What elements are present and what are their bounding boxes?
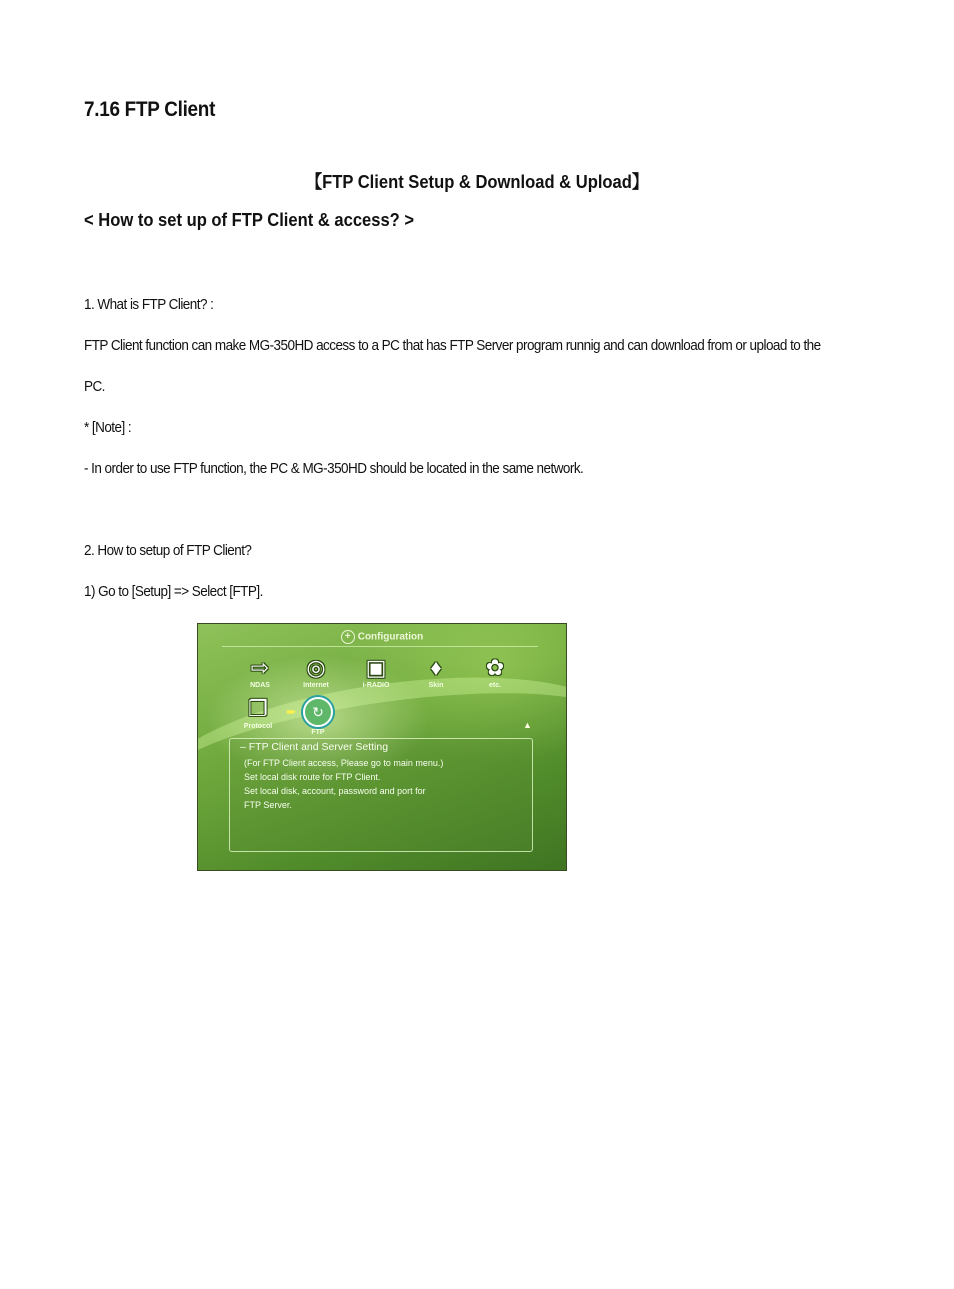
section-title: 7.16 FTP Client — [84, 98, 216, 121]
etc-icon: ✿ — [485, 655, 505, 680]
step-1: 1) Go to [Setup] => Select [FTP]. — [84, 583, 263, 600]
tile-internet[interactable] — [293, 656, 339, 689]
ftp-description-line2: PC. — [84, 378, 105, 395]
tile-protocol[interactable] — [235, 697, 281, 730]
tile-label: Internet — [303, 682, 329, 689]
tile-label: NDAS — [250, 682, 270, 689]
tile-skin[interactable] — [413, 656, 459, 689]
ftp-description-line1: FTP Client function can make MG-350HD access to a PC that has FTP Server program runnig and can download from or upload to the — [84, 337, 821, 354]
title-divider — [222, 646, 538, 647]
scroll-up-icon[interactable]: ▲ — [523, 720, 532, 730]
setup-heading: 【FTP Client Setup & Download & Upload】 — [305, 172, 649, 192]
tile-i-radio[interactable] — [353, 656, 399, 689]
info-heading: – FTP Client and Server Setting — [240, 741, 389, 753]
question-how-to-setup: 2. How to setup of FTP Client? — [84, 542, 252, 559]
tile-etc[interactable] — [472, 656, 518, 689]
configuration-screenshot — [197, 623, 567, 871]
note-label: * [Note] : — [84, 419, 132, 436]
info-line: (For FTP Client access, Please go to main menu.) — [244, 758, 444, 768]
question-what-is-ftp: 1. What is FTP Client? : — [84, 296, 214, 313]
tile-ndas[interactable] — [237, 656, 283, 689]
selection-arrow-icon: ➨ — [286, 704, 297, 719]
ftp-icon: ↻ — [303, 697, 333, 727]
dpad-icon: + — [341, 630, 355, 644]
info-line: Set local disk route for FTP Client. — [244, 772, 381, 782]
tshirt-icon: ♦ — [430, 655, 442, 680]
tile-label: FTP — [311, 729, 325, 736]
configuration-title-text: Configuration — [357, 631, 424, 643]
protocol-icon: ❐ — [248, 696, 268, 721]
tile-label: i-RADIO — [362, 682, 390, 689]
howto-heading: < How to set up of FTP Client & access? > — [84, 210, 415, 230]
configuration-title — [198, 630, 566, 644]
info-line: Set local disk, account, password and port for — [244, 786, 426, 796]
tile-label: etc. — [488, 682, 502, 689]
note-text: - In order to use FTP function, the PC & MG-350HD should be located in the same network. — [84, 460, 584, 477]
radio-icon: ▣ — [365, 655, 387, 680]
ndas-icon: ⇨ — [250, 655, 270, 680]
tile-label: Skin — [428, 682, 444, 689]
tile-label: Protocol — [243, 723, 273, 730]
internet-icon: ◎ — [306, 655, 326, 680]
tile-ftp[interactable] — [295, 697, 341, 736]
info-line: FTP Server. — [244, 800, 292, 810]
